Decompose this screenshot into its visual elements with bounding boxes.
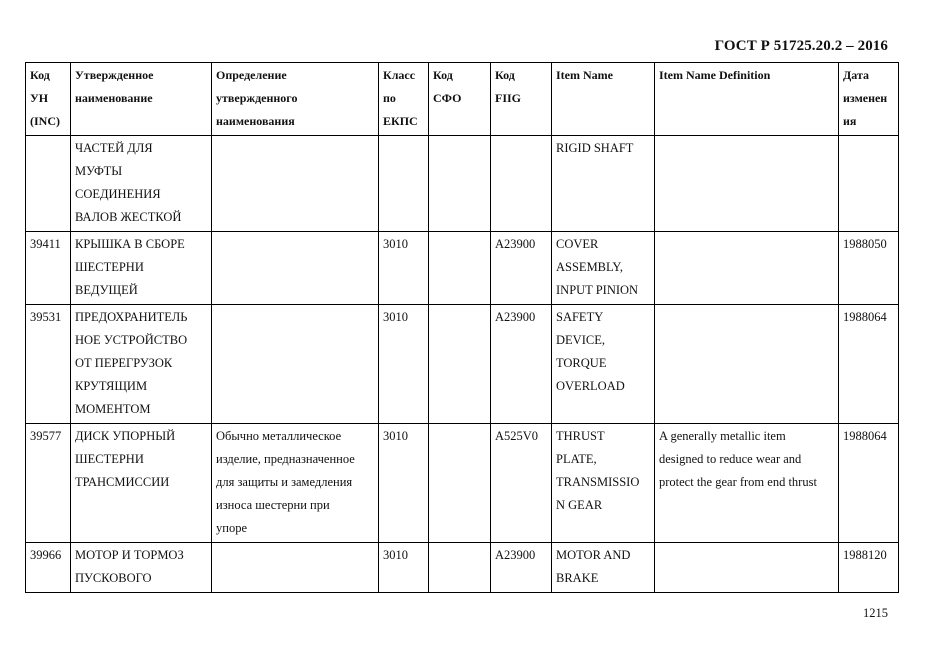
cell-fiig: A23900	[491, 232, 552, 305]
cell-item-definition	[655, 305, 839, 424]
cell-date: 1988050	[839, 232, 899, 305]
header-ekps-class: Класс по ЕКПС	[379, 63, 429, 136]
cell-item-name: SAFETY DEVICE, TORQUE OVERLOAD	[552, 305, 655, 424]
cell-item-definition	[655, 543, 839, 593]
table-row	[26, 232, 899, 305]
cell-item-name: RIGID SHAFT	[552, 136, 655, 232]
cell-name: ДИСК УПОРНЫЙ ШЕСТЕРНИ ТРАНСМИССИИ	[71, 424, 212, 543]
cell-date: 1988064	[839, 305, 899, 424]
cell-class	[379, 136, 429, 232]
table-header-row	[26, 63, 899, 136]
cell-code: 39577	[26, 424, 71, 543]
table-row	[26, 543, 899, 593]
cell-item-name: COVER ASSEMBLY, INPUT PINION	[552, 232, 655, 305]
cell-code: 39966	[26, 543, 71, 593]
header-code-un: Код УН (INC)	[26, 63, 71, 136]
cell-fiig: A525V0	[491, 424, 552, 543]
cell-name: ЧАСТЕЙ ДЛЯ МУФТЫ СОЕДИНЕНИЯ ВАЛОВ ЖЕСТКОЙ	[71, 136, 212, 232]
header-item-name-definition: Item Name Definition	[655, 63, 839, 136]
data-table	[25, 62, 899, 593]
cell-name: КРЫШКА В СБОРЕ ШЕСТЕРНИ ВЕДУЩЕЙ	[71, 232, 212, 305]
cell-item-definition: A generally metallic item designed to reduce wear and protect the gear from end thrust	[655, 424, 839, 543]
cell-name: МОТОР И ТОРМОЗ ПУСКОВОГО	[71, 543, 212, 593]
cell-definition	[212, 543, 379, 593]
cell-sfo	[429, 136, 491, 232]
cell-class: 3010	[379, 232, 429, 305]
cell-definition	[212, 232, 379, 305]
cell-item-definition	[655, 136, 839, 232]
table-row	[26, 424, 899, 543]
cell-item-name: THRUST PLATE, TRANSMISSIO N GEAR	[552, 424, 655, 543]
header-sfo-code: Код СФО	[429, 63, 491, 136]
cell-sfo	[429, 543, 491, 593]
cell-definition: Обычно металлическое изделие, предназначенное для защиты и замедления износа шестерни при упоре	[212, 424, 379, 543]
cell-definition	[212, 136, 379, 232]
cell-fiig: A23900	[491, 305, 552, 424]
document-header: ГОСТ Р 51725.20.2 – 2016	[714, 38, 888, 54]
cell-sfo	[429, 305, 491, 424]
cell-class: 3010	[379, 305, 429, 424]
page-number: 1215	[863, 606, 888, 620]
cell-date: 1988064	[839, 424, 899, 543]
cell-sfo	[429, 424, 491, 543]
cell-code	[26, 136, 71, 232]
cell-code: 39411	[26, 232, 71, 305]
cell-date: 1988120	[839, 543, 899, 593]
table-row	[26, 136, 899, 232]
cell-sfo	[429, 232, 491, 305]
header-fiig-code: Код FIIG	[491, 63, 552, 136]
cell-code: 39531	[26, 305, 71, 424]
cell-class: 3010	[379, 543, 429, 593]
header-approved-name: Утвержденное наименование	[71, 63, 212, 136]
header-item-name: Item Name	[552, 63, 655, 136]
table-row	[26, 305, 899, 424]
cell-name: ПРЕДОХРАНИТЕЛЬ НОЕ УСТРОЙСТВО ОТ ПЕРЕГРУЗОК КРУТЯЩИМ МОМЕНТОМ	[71, 305, 212, 424]
cell-fiig	[491, 136, 552, 232]
header-change-date: Дата изменен ия	[839, 63, 899, 136]
cell-fiig: A23900	[491, 543, 552, 593]
cell-item-definition	[655, 232, 839, 305]
cell-date	[839, 136, 899, 232]
cell-item-name: MOTOR AND BRAKE	[552, 543, 655, 593]
cell-class: 3010	[379, 424, 429, 543]
cell-definition	[212, 305, 379, 424]
header-name-definition: Определение утвержденного наименования	[212, 63, 379, 136]
